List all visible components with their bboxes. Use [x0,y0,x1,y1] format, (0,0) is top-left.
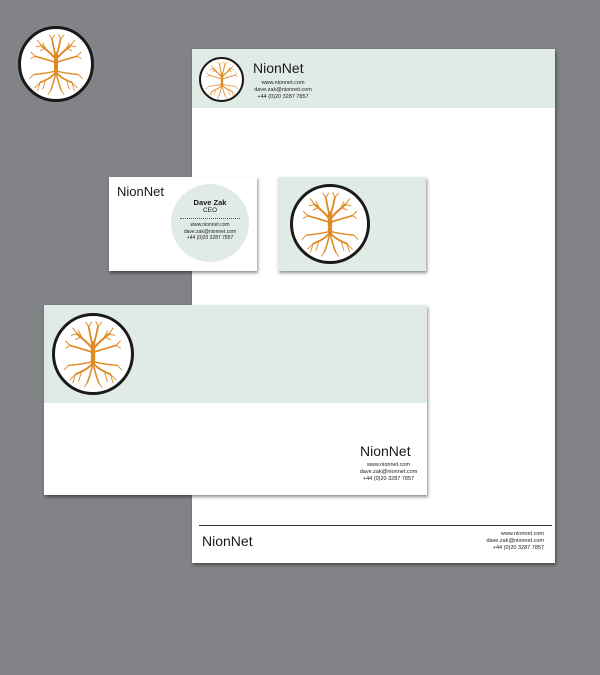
business-card-front [109,177,257,271]
letterhead-website: www.nionnet.com [261,80,305,86]
envelope-contact [356,462,421,483]
envelope-brand-name: NionNet [360,443,411,459]
letterhead-footer-brand: NionNet [202,533,253,549]
card-website: www.nionnet.com [190,222,230,228]
tree-with-roots-icon [295,189,365,259]
footer-email: dave.zak@nionnet.com [486,538,544,544]
footer-phone: +44 (0)20 3287 7857 [492,545,544,551]
card-divider [180,218,240,219]
letterhead-footer-contact [462,531,544,552]
letterhead-footer-rule [199,525,552,526]
tree-with-roots-icon [57,318,129,390]
envelope-email: dave.zak@nionnet.com [359,469,418,475]
card-person-title: CEO [202,207,218,214]
business-card-back [278,177,426,271]
envelope-website: www.nionnet.com [366,462,411,468]
letterhead-header-band [192,49,555,108]
letterhead-contact [253,80,313,101]
letterhead-email: dave.zak@nionnet.com [254,87,312,93]
card-phone: +44 (0)20 3287 7857 [186,235,234,241]
letterhead-logo [199,57,244,102]
envelope [44,305,427,495]
card-person-block [171,198,249,242]
footer-website: www.nionnet.com [500,531,544,537]
card-back-logo [290,184,370,264]
card-person-name: Dave Zak [193,198,227,207]
card-email: dave.zak@nionnet.com [183,228,237,235]
envelope-logo [52,313,134,395]
envelope-phone: +44 (0)20 3287 7857 [362,476,415,482]
standalone-logo [18,26,94,102]
tree-with-roots-icon [202,60,242,100]
letterhead-phone: +44 (0)20 3287 7857 [257,94,309,100]
tree-with-roots-icon [23,31,89,97]
card-brand-name: NionNet [117,184,164,199]
letterhead-brand-name: NionNet [253,60,304,76]
